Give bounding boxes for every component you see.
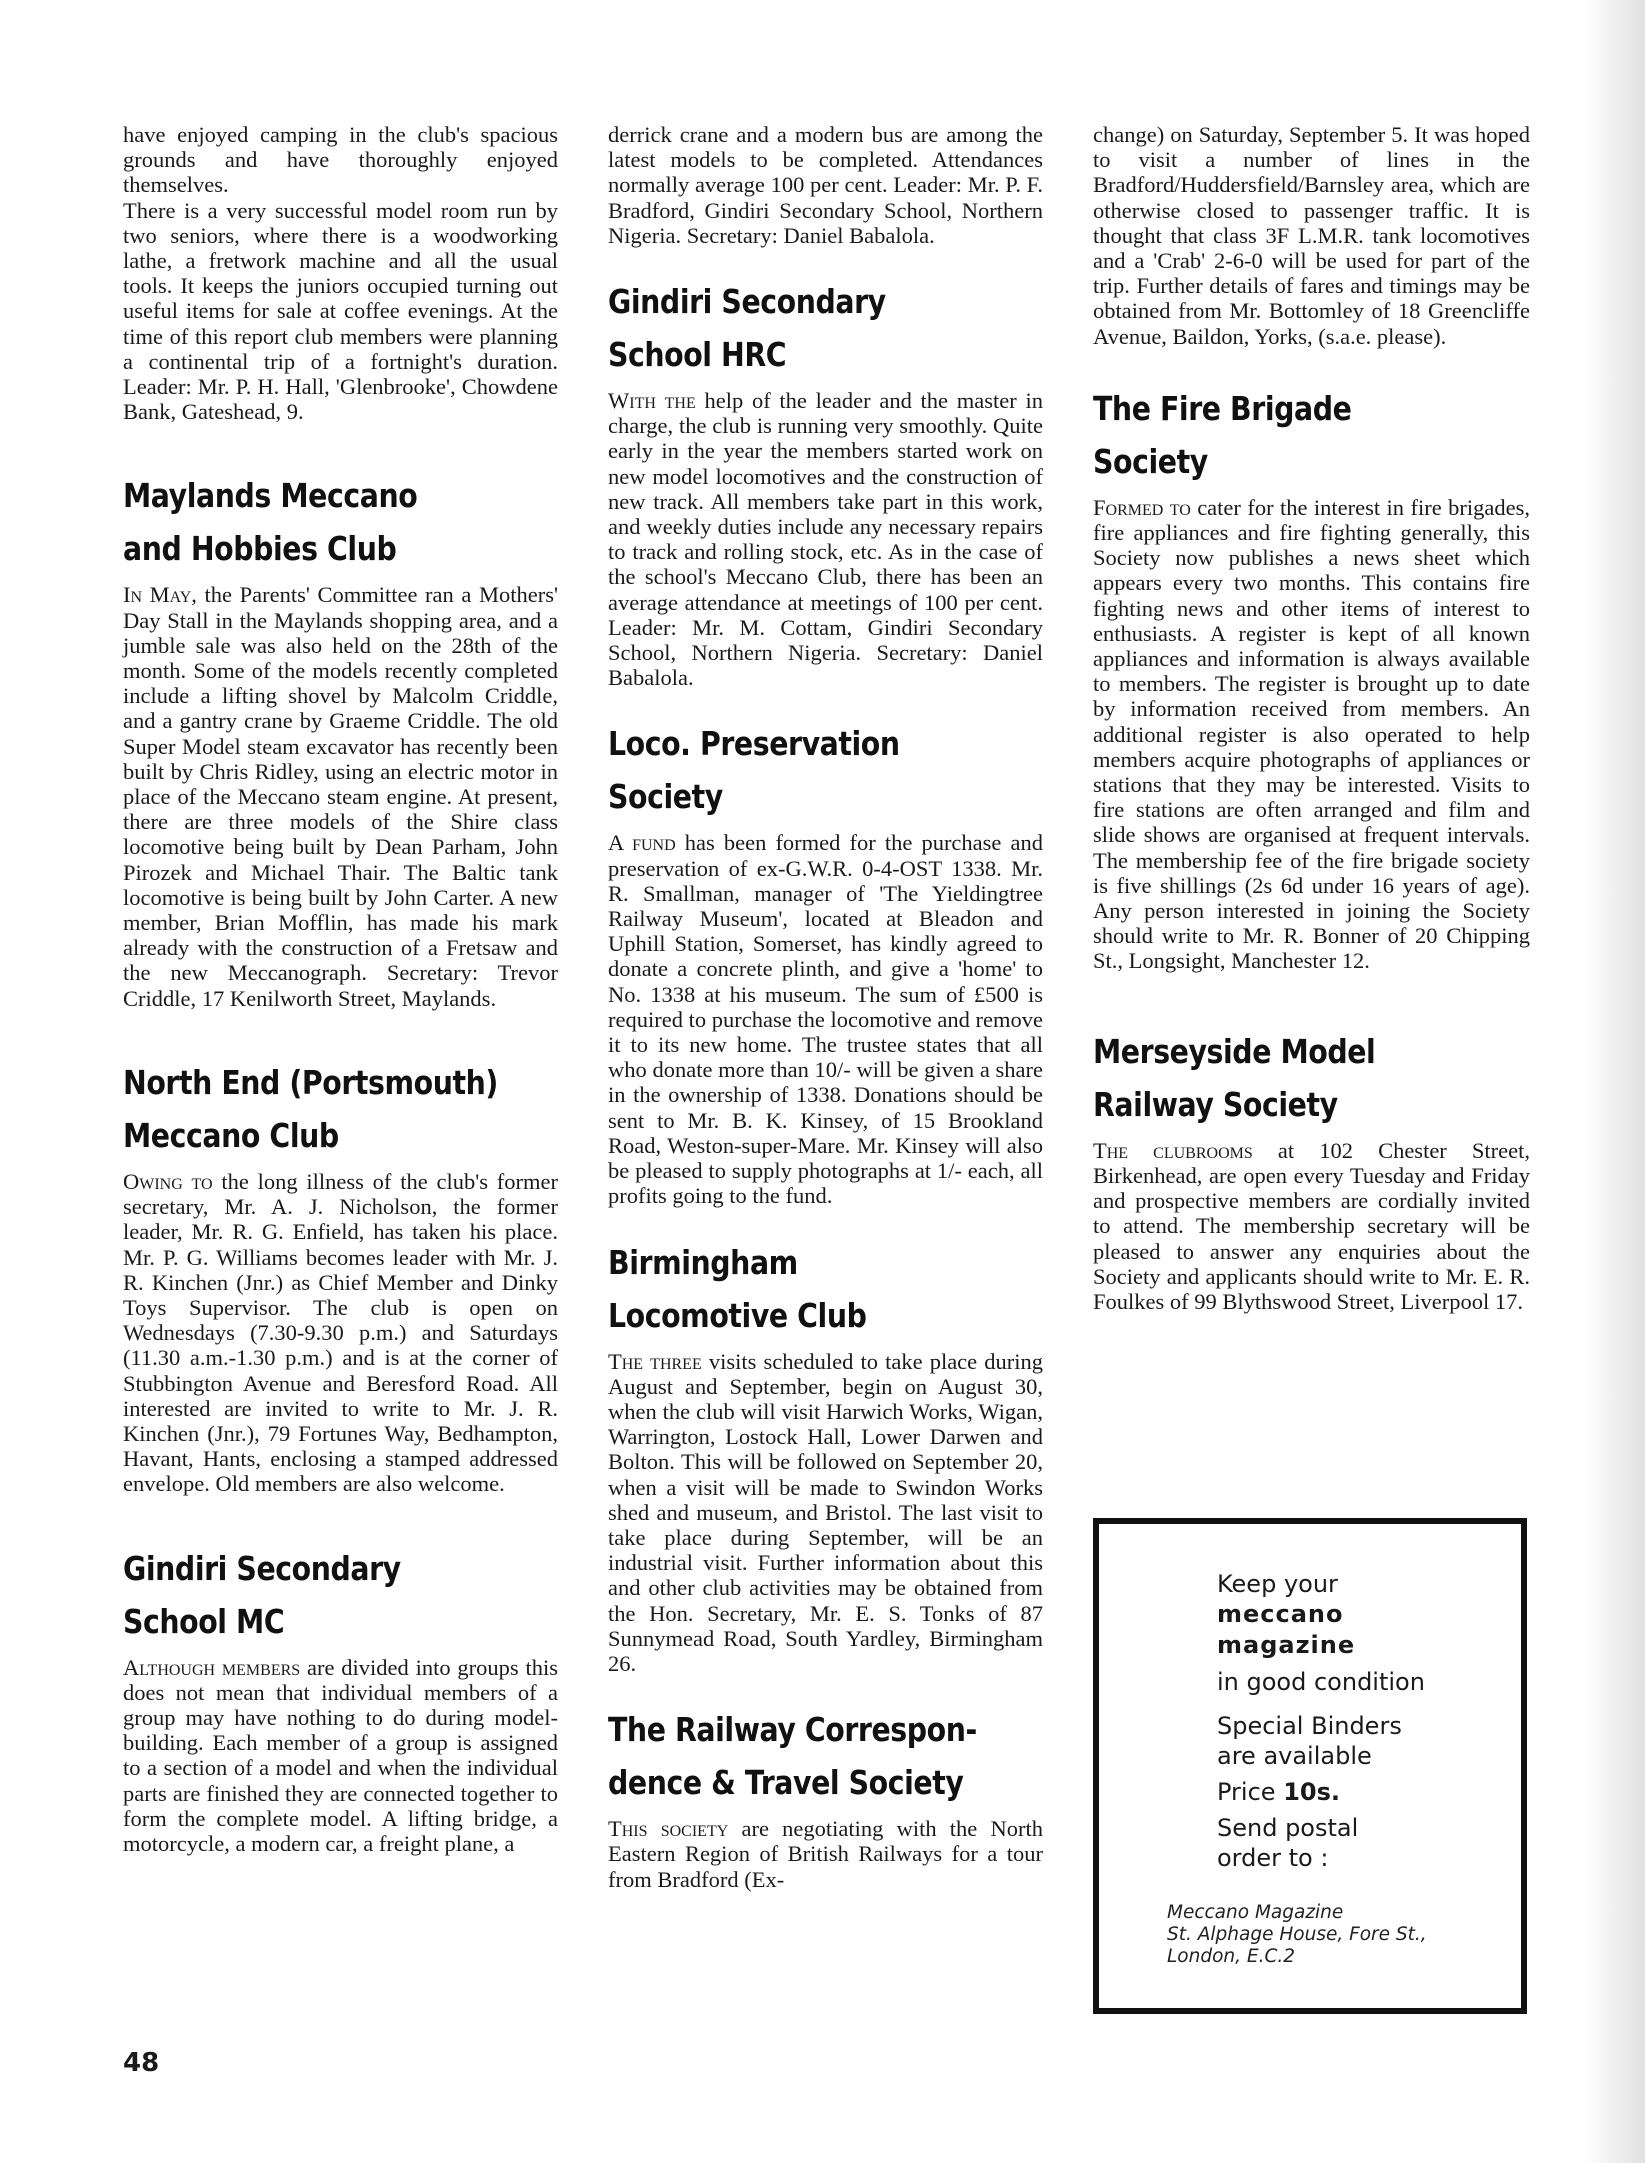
advert-line: Keep your (1217, 1570, 1338, 1598)
article-lead: In May, (123, 582, 197, 608)
advert-line: Special Binders (1217, 1712, 1402, 1740)
article-text: the Parents' Committee ran a Mothers' Day Stall in the Maylands shopping area, and a jumble sale was also held on the 28th of the month. Some of the models recently completed include a lifting shovel by Malcolm Criddle, and a gantry crane by Graeme Criddle. The old Super Model steam excavator has recently been built by Chris Ridley, using an electric motor in place of the Meccano steam engine. At present, there are three models of the Shire class locomotive being built by Dean Parham, John Pirozek and Michael Thair. The Baltic tank locomotive is being built by John Carter. A new member, Brian Mofflin, has made his mark already with the construction of a Fretsaw and the new Meccanograph. Secretary: Trevor Criddle, 17 Kenilworth Street, Maylands. (123, 582, 558, 1011)
article-birmingham (608, 1243, 1043, 1677)
article-lead: A fund (608, 830, 676, 856)
article-lead: With the (608, 388, 696, 414)
intro-paragraph: There is a very successful model room run by two seniors, where there is a woodworking lathe, a fretwork machine and all the usual tools. It keeps the juniors occupied turning out useful items for sale at coffee evenings. At the time of this report club members were planning a continental trip of a fortnight's duration. Leader: Mr. P. H. Hall, 'Glenbrooke', Chowdene Bank, Gateshead, 9. (123, 197, 558, 425)
article-body (123, 582, 558, 1010)
article-lead: This society (608, 1816, 729, 1842)
article-heading: Society (1093, 441, 1208, 481)
article-lead: Although members (123, 1654, 301, 1680)
article-body (608, 1816, 1043, 1892)
advert-text (1217, 1569, 1517, 1873)
page-number: 48 (123, 2048, 160, 2078)
article-merseyside (1093, 1032, 1530, 1314)
article-heading: Society (608, 777, 723, 817)
article-body (1093, 1138, 1530, 1314)
article-text: the long illness of the club's former secretary, Mr. A. J. Nicholson, the former leader, Mr. R. G. Enfield, has taken his place. Mr. P. G. Williams becomes leader with Mr. J. R. Kinchen (Jnr.) as Chief Member and Dinky Toys Supervisor. The club is open on Wednesdays (7.30-9.30 p.m.) and Saturdays (11.30 a.m.-1.30 p.m.) and is at the corner of Stubbington Avenue and Beresford Road. All interested are invited to write to Mr. J. R. Kinchen (Jnr.), 79 Fortunes Way, Bedhampton, Havant, Hants, enclosing a stamped addressed envelope. Old members are also welcome. (123, 1168, 558, 1497)
advert-brand: magazine (1217, 1631, 1356, 1659)
article-gindiri-mc (123, 1549, 558, 1857)
advert-line: Send postal (1217, 1814, 1359, 1842)
article-text: are negotiating with the North Eastern Region of British Railways for a tour from Bradford (Ex- (608, 1816, 1043, 1892)
article-maylands (123, 476, 558, 1010)
article-body (608, 388, 1043, 690)
article-heading: Loco. Preservation (608, 724, 900, 764)
article-text: cater for the interest in fire brigades, fire appliances and fire fighting generally, this Society now publishes a news sheet which appears every two months. This contains fire fighting news and other items of interest to enthusiasts. A register is kept of all known appliances and information is always available to members. The register is brought up to date by information received from members. An additional register is also operated to help members acquire photographs of appliances or stations that they may be interested. Visits to fire stations are often arranged and film and slide shows are organised at frequent intervals. The membership fee of the fire brigade society is five shillings (2s 6d under 16 years of age). Any person interested in joining the Society should write to Mr. R. Bonner of 20 Chipping St., Longsight, Manchester 12. (1093, 494, 1530, 974)
article-heading: The Fire Brigade (1093, 388, 1352, 428)
article-heading: Maylands Meccano (123, 476, 418, 516)
address-line: London, E.C.2 (1167, 1946, 1296, 1967)
column-1 (123, 122, 558, 1856)
intro-paragraph: derrick crane and a modern bus are among the latest models to be completed. Attendances normally average 100 per cent. Leader: Mr. P. F. Bradford, Gindiri Secondary School, Northern Nigeria. Secretary: Daniel Babalola. (608, 122, 1043, 248)
article-lead: Formed to (1093, 494, 1191, 520)
address-line: St. Alphage House, Fore St., (1167, 1924, 1427, 1945)
article-gindiri-hrc (608, 282, 1043, 690)
article-lead: The three (608, 1348, 702, 1374)
article-railway-correspondence (608, 1710, 1043, 1892)
article-body (123, 1655, 558, 1857)
advert-line: in good condition (1217, 1668, 1425, 1696)
article-fire-brigade (1093, 389, 1530, 974)
column-2 (608, 122, 1043, 1892)
price-label: Price (1217, 1778, 1276, 1806)
article-text: has been formed for the purchase and preservation of ex-G.W.R. 0-4-OST 1338. Mr. R. Smallman, manager of 'The Yieldingtree Railway Museum', located at Bleadon and Uphill Station, Somerset, has kindly agreed to donate a concrete plinth, and give a 'home' to No. 1338 at his museum. The sum of £500 is required to purchase the locomotive and remove it to its new home. The trustee states that all who donate more than 10/- will be given a share in the ownership of 1338. Donations should be sent to Mr. B. K. Kinsey, of 15 Brookland Road, Weston-super-Mare. Mr. Kinsey will also be pleased to supply photographs at 1/- each, all profits going to the fund. (608, 830, 1043, 1209)
column-3 (1093, 122, 1530, 1314)
article-heading: Locomotive Club (608, 1295, 867, 1335)
price-value: 10s. (1283, 1778, 1340, 1806)
article-text: are divided into groups this does not mean that individual members of a group may have nothing to do during model-building. Each member of a group is assigned to a section of a model and when the individual parts are finished they are connected together to form the complete model. A lifting bridge, a motorcycle, a modern car, a freight plane, a (123, 1654, 559, 1856)
article-heading: North End (Portsmouth) (123, 1062, 498, 1102)
article-heading: Merseyside Model (1093, 1031, 1376, 1071)
article-heading: School HRC (608, 335, 787, 375)
article-heading: The Railway Correspon- (608, 1710, 977, 1750)
article-lead: The clubrooms (1093, 1137, 1253, 1163)
advert-line: are available (1217, 1742, 1372, 1770)
address-line: Meccano Magazine (1167, 1902, 1344, 1923)
advert-price (1217, 1777, 1517, 1807)
article-heading: Gindiri Secondary (608, 282, 886, 322)
article-heading: School MC (123, 1601, 285, 1641)
article-heading: dence & Travel Society (608, 1763, 964, 1803)
advert-address (1167, 1902, 1507, 1968)
article-body (608, 830, 1043, 1208)
article-heading: and Hobbies Club (123, 529, 397, 569)
binders-advert (1093, 1518, 1527, 2014)
page-edge-shadow (1585, 0, 1645, 2163)
article-text: visits scheduled to take place during August and September, begin on August 30, when the club will visit Harwich Works, Wigan, Warrington, Lostock Hall, Lower Darwen and Bolton. This will be followed on September 20, when a visit will be made to Swindon Works shed and museum, and Bristol. The last visit to take place during September, will be an industrial visit. Further information about this and other club activities may be obtained from the Hon. Secretary, Mr. E. S. Tonks of 87 Sunnymead Road, South Yardley, Birmingham 26. (608, 1348, 1044, 1676)
article-heading: Meccano Club (123, 1115, 339, 1155)
article-heading: Birmingham (608, 1242, 798, 1282)
article-heading: Railway Society (1093, 1084, 1338, 1124)
article-body (1093, 495, 1530, 974)
article-text: help of the leader and the master in charge, the club is running very smoothly. Quite early in the year the members started work on new model locomotives and the construction of new track. All members take part in this work, and weekly duties include any necessary repairs to track and rolling stock, etc. As in the case of the school's Meccano Club, there has been an average attendance at meetings of 100 per cent. Leader: Mr. M. Cottam, Gindiri Secondary School, Northern Nigeria. Secretary: Daniel Babalola. (608, 388, 1043, 691)
article-north-end (123, 1063, 558, 1497)
intro-paragraph: have enjoyed camping in the club's spacious grounds and have thoroughly enjoyed themselves. (123, 122, 558, 198)
article-body (123, 1169, 558, 1497)
article-loco-preservation (608, 724, 1043, 1208)
advert-brand: meccano (1217, 1600, 1344, 1628)
advert-line: order to : (1217, 1844, 1329, 1872)
article-lead: Owing to (123, 1168, 213, 1194)
article-text: at 102 Chester Street, Birkenhead, are open every Tuesday and Friday and prospective members are cordially invited to attend. The membership secretary will be pleased to answer any enquiries about the Society and applicants should write to Mr. E. R. Foulkes of 99 Blythswood Street, Liverpool 17. (1093, 1137, 1531, 1314)
intro-paragraph: change) on Saturday, September 5. It was hoped to visit a number of lines in the Bradford/Huddersfield/Barnsley area, which are otherwise closed to passenger traffic. It is thought that class 3F L.M.R. tank locomotives and a 'Crab' 2-6-0 will be used for part of the trip. Further details of fares and timings may be obtained from Mr. Bottomley of 18 Greencliffe Avenue, Baildon, Yorks, (s.a.e. please). (1093, 122, 1530, 349)
article-heading: Gindiri Secondary (123, 1548, 401, 1588)
article-body (608, 1349, 1043, 1677)
